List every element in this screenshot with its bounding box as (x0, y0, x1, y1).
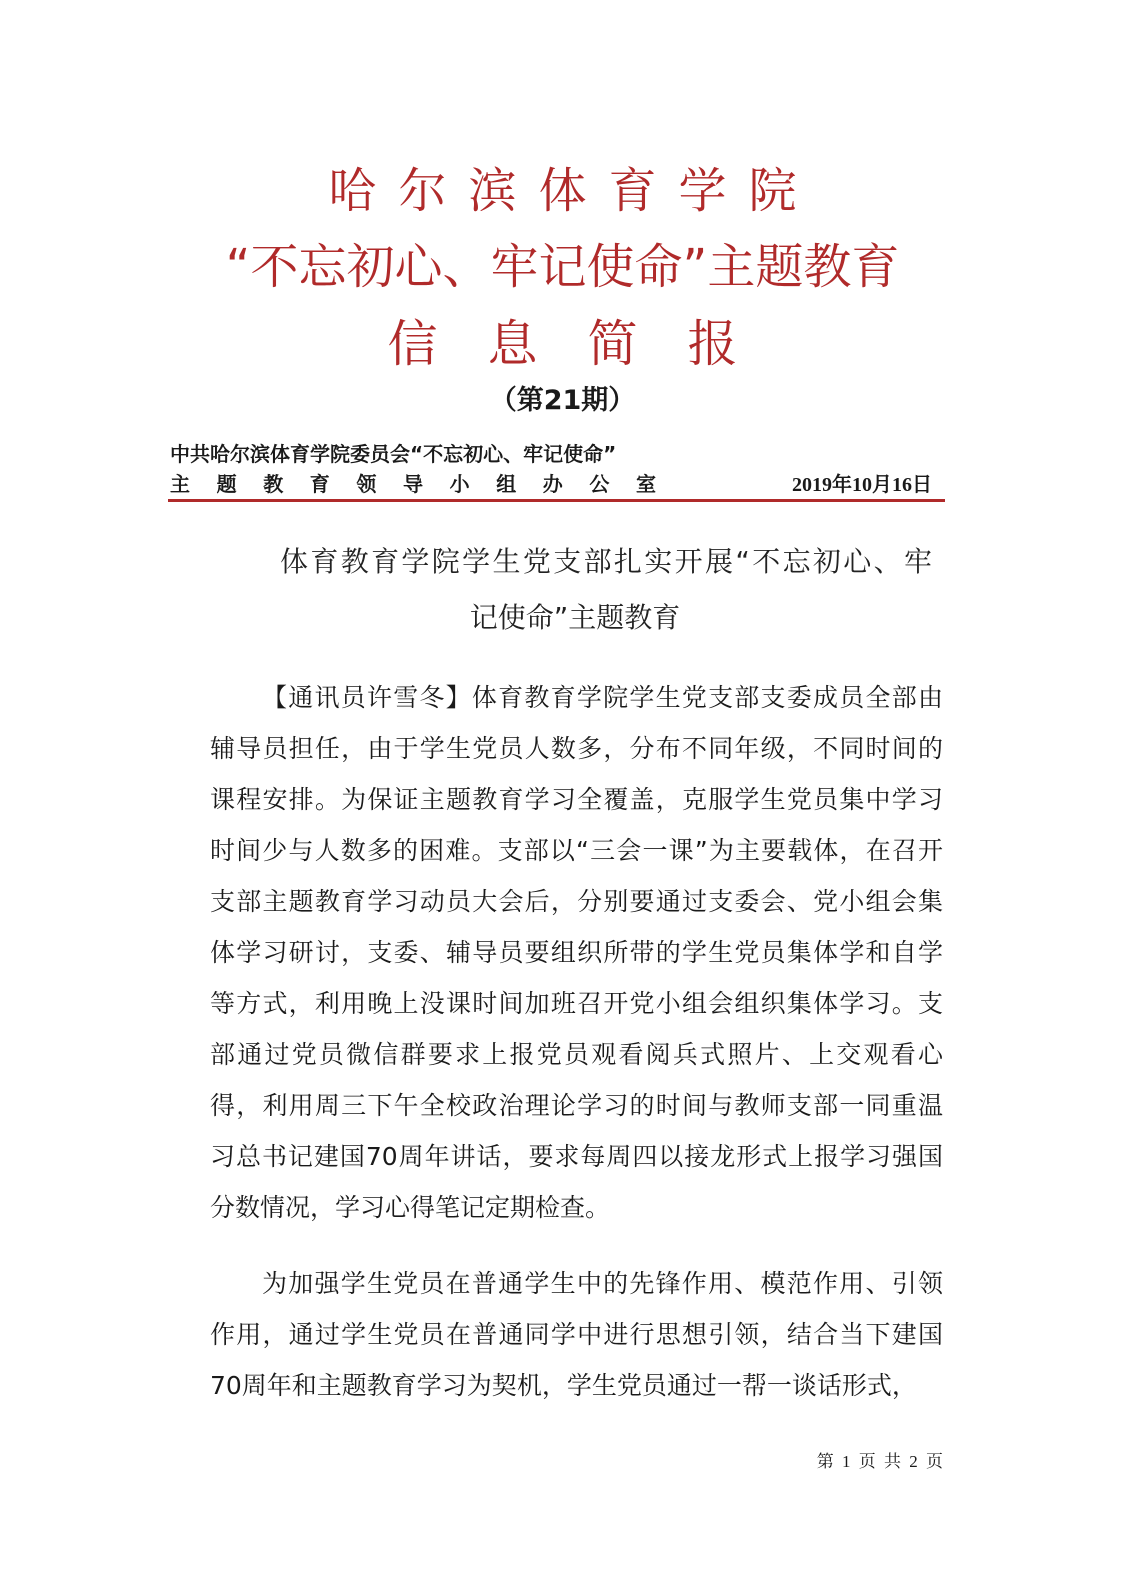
paragraph-line: 70周年和主题教育学习为契机，学生党员通过一帮一谈话形式， (210, 1371, 917, 1400)
paragraph-line: 分数情况，学习心得笔记定期检查。 (210, 1193, 611, 1222)
paragraph-line: 支部主题教育学习动员大会后，分别要通过支委会、党小组会集 (210, 887, 943, 916)
issuer-line-1: 中共哈尔滨体育学院委员会“不忘初心、牢记使命” (170, 442, 617, 466)
header-divider (168, 499, 945, 502)
paragraph-line: 体学习研讨，支委、辅导员要组织所带的学生党员集体学和自学 (210, 938, 943, 967)
masthead-theme: “不忘初心、牢记使命”主题教育 (225, 239, 900, 295)
paragraph-line: 时间少与人数多的困难。支部以“三会一课”为主要载体，在召开 (210, 836, 943, 865)
article-paragraph (210, 1258, 943, 1411)
masthead-bulletin-title: 信息简报 (387, 315, 788, 373)
article-title-line-2: 记使命”主题教育 (469, 601, 681, 634)
issuer-line-2: 主题教育领导小组办公室 (170, 472, 656, 496)
paragraph-line: 得，利用周三下午全校政治理论学习的时间与教师支部一同重温 (210, 1091, 943, 1120)
masthead-school-name: 哈尔滨体育学院 (328, 163, 819, 219)
paragraph-line: 辅导员担任，由于学生党员人数多，分布不同年级，不同时间的 (210, 734, 943, 763)
article-paragraph (210, 672, 943, 1233)
issue-number: （第21期） (489, 385, 636, 416)
paragraph-line: 【通讯员许雪冬】体育教育学院学生党支部支委成员全部由 (262, 683, 943, 712)
paragraph-line: 等方式，利用晚上没课时间加班召开党小组会组织集体学习。支 (210, 989, 943, 1018)
paragraph-line: 为加强学生党员在普通学生中的先锋作用、模范作用、引领 (262, 1269, 943, 1298)
paragraph-line: 习总书记建国70周年讲话，要求每周四以接龙形式上报学习强国 (210, 1142, 943, 1171)
paragraph-line: 课程安排。为保证主题教育学习全覆盖，克服学生党员集中学习 (210, 785, 943, 814)
paragraph-line: 部通过党员微信群要求上报党员观看阅兵式照片、上交观看心 (210, 1040, 943, 1069)
issue-date: 2019年10月16日 (792, 474, 932, 496)
paragraph-line: 作用，通过学生党员在普通同学中进行思想引领，结合当下建国 (210, 1320, 943, 1349)
article-title-line-1: 体育教育学院学生党支部扎实开展“不忘初心、牢 (280, 545, 932, 578)
page-number: 第 1 页 共 2 页 (816, 1452, 943, 1471)
